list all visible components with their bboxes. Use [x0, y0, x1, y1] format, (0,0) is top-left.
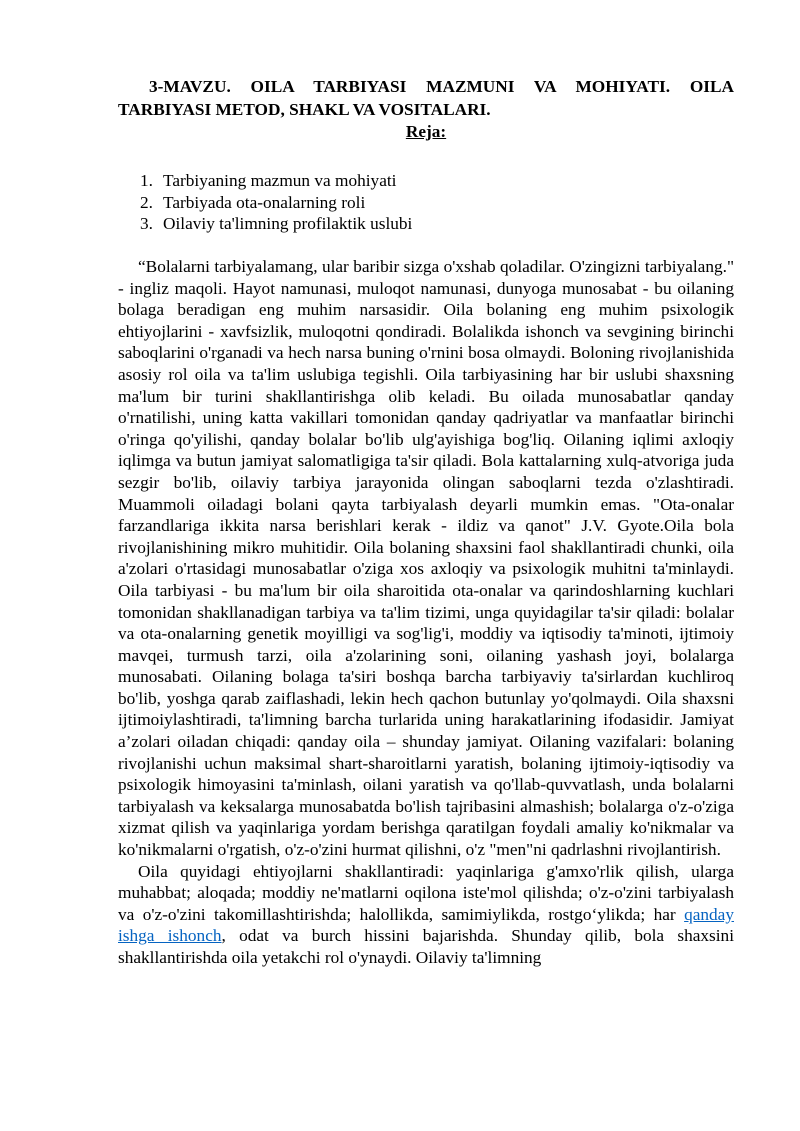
- inline-link[interactable]: qanday ishga ishonch: [118, 904, 734, 946]
- plan-item-text: Tarbiyada ota-onalarning roli: [163, 192, 366, 212]
- body-paragraph: “Bolalarni tarbiyalamang, ular baribir sizga o'xshab qoladilar. O'zingizni tarbiyalang." - ingliz maqoli. Hayot namunasi, muloqot namunasi, dunyoga munosabat - bu oilaning bolaga beradigan eng muhim narsasidir. Oila bolaning eng muhim psixologik ehtiyojlarini - xavfsizlik, muloqotni qondiradi. Bolalikda ishonch va sevgining birinchi saboqlarini o'rganadi va hech narsa buning o'rnini bosa olmaydi. Boloning rivojlanishida asosiy rol oila va ta'lim uslubiga tegishli. Oila tarbiyasining har bir uslubi shaxsning ma'lum bir turini shakllantirishga olib keladi. Bu oilada munosabatlar qanday o'rnatilishi, uning katta vakillari tomonidan qanday qadriyatlar va manfaatlar birinchi o'ringa qo'yilishi, qanday bolalar bo'lib ulg'ayishiga bog'liq. Oilaning iqlimi axloqiy iqlimga va butun jamiyat salomatligiga ta'sir qiladi. Bola kattalarning xulq-atvoriga juda sezgir bo'lib, oilaviy tarbiya jarayonida olingan saboqlarni tezda o'zlashtiradi. Muammoli oiladagi bolani qayta tarbiyalash deyarli mumkin emas. "Ota-onalar farzandlariga ikkita narsa berishlari kerak - ildiz va qanot" J.V. Gyote.Oila bola rivojlanishining mikro muhitidir. Oila bolaning shaxsini faol shakllantiradi chunki, oila a'zolari o'rtasidagi munosabatlar o'ziga xos axloqiy va psixologik muhitni ta'minlaydi. Oila tarbiyasi - bu ma'lum bir oila sharoitida ota-onalar va qarindoshlarning kuchlari tomonidan shakllanadigan tarbiya va ta'lim tizimi, unga quyidagilar ta'sir qiladi: bolalar va ota-onalarning genetik moyilligi va sog'lig'i, moddiy va iqtisodiy ta'minoti, ijtimoiy mavqei, turmush tarzi, oila a'zolarining soni, oilaning yashash joyi, bolalarga munosabati. Oilaning bolaga ta'siri boshqa barcha tarbiyaviy ta'sirlardan kuchliroq bo'lib, yoshga qarab zaiflashadi, lekin hech qachon butunlay yo'qolmaydi. Oila shaxsni ijtimoiylashtiradi, ta'limning barcha turlarida uning harakatlarining ifodasidir. Jamiyat a’zolari oiladan chiqadi: qanday oila – shunday jamiyat. Oilaning vazifalari: bolaning rivojlanishi uchun maksimal shart-sharoitlarni yaratish, bolaning ijtimoiy-iqtisodiy va psixologik himoyasini ta'minlash, oilani yaratish va qo'llab-quvvatlash, unda bolalarni tarbiyalash va keksalarga munosabatda bo'lish tajribasini almashish; bolalarga o'z-o'ziga xizmat qilish va yaqinlariga yordam berishga qaratilgan foydali amaliy ko'nikmalar va ko'nikmalarni o'rgatish, o'z-o'zini hurmat qilishni, o'z "men"ni qadrlashni rivojlantirish.: [118, 257, 734, 860]
- body-paragraph: [118, 861, 734, 969]
- document-body: [118, 256, 734, 969]
- plan-item-number: 3.: [140, 214, 153, 233]
- plan-item: [118, 213, 734, 235]
- plan-item: [118, 192, 734, 214]
- plan-heading: Reja:: [405, 122, 447, 141]
- paragraph-text: , odat va burch hissini bajarishda. Shunday qilib, bola shaxsini shakllantirishda oila yetakchi rol o'ynaydi. Oilaviy ta'limning: [118, 926, 734, 967]
- plan-item-number: 2.: [140, 192, 153, 212]
- plan-item-number: 1.: [140, 171, 153, 190]
- page-title: 3-MAVZU. OILA TARBIYASI MAZMUNI VA MOHIYATI. OILA TARBIYASI METOD, SHAKL VA VOSITALARI.: [118, 77, 734, 119]
- plan-list: [118, 170, 734, 235]
- plan-item: [118, 170, 734, 192]
- paragraph-text: Oila quyidagi ehtiyojlarni shakllantiradi: yaqinlariga g'amxo'rlik qilish, ularga muhabbat; aloqada; moddiy ne'matlarni oqilona iste'mol qilishda; o'z-o'zini tarbiyalash va o'z-o'zini takomillashtirishda; halollikda, samimiylikda, rostgo‘ylikda; har: [118, 861, 734, 924]
- plan-item-text: Tarbiyaning mazmun va mohiyati: [163, 171, 397, 190]
- plan-item-text: Oilaviy ta'limning profilaktik uslubi: [163, 214, 413, 233]
